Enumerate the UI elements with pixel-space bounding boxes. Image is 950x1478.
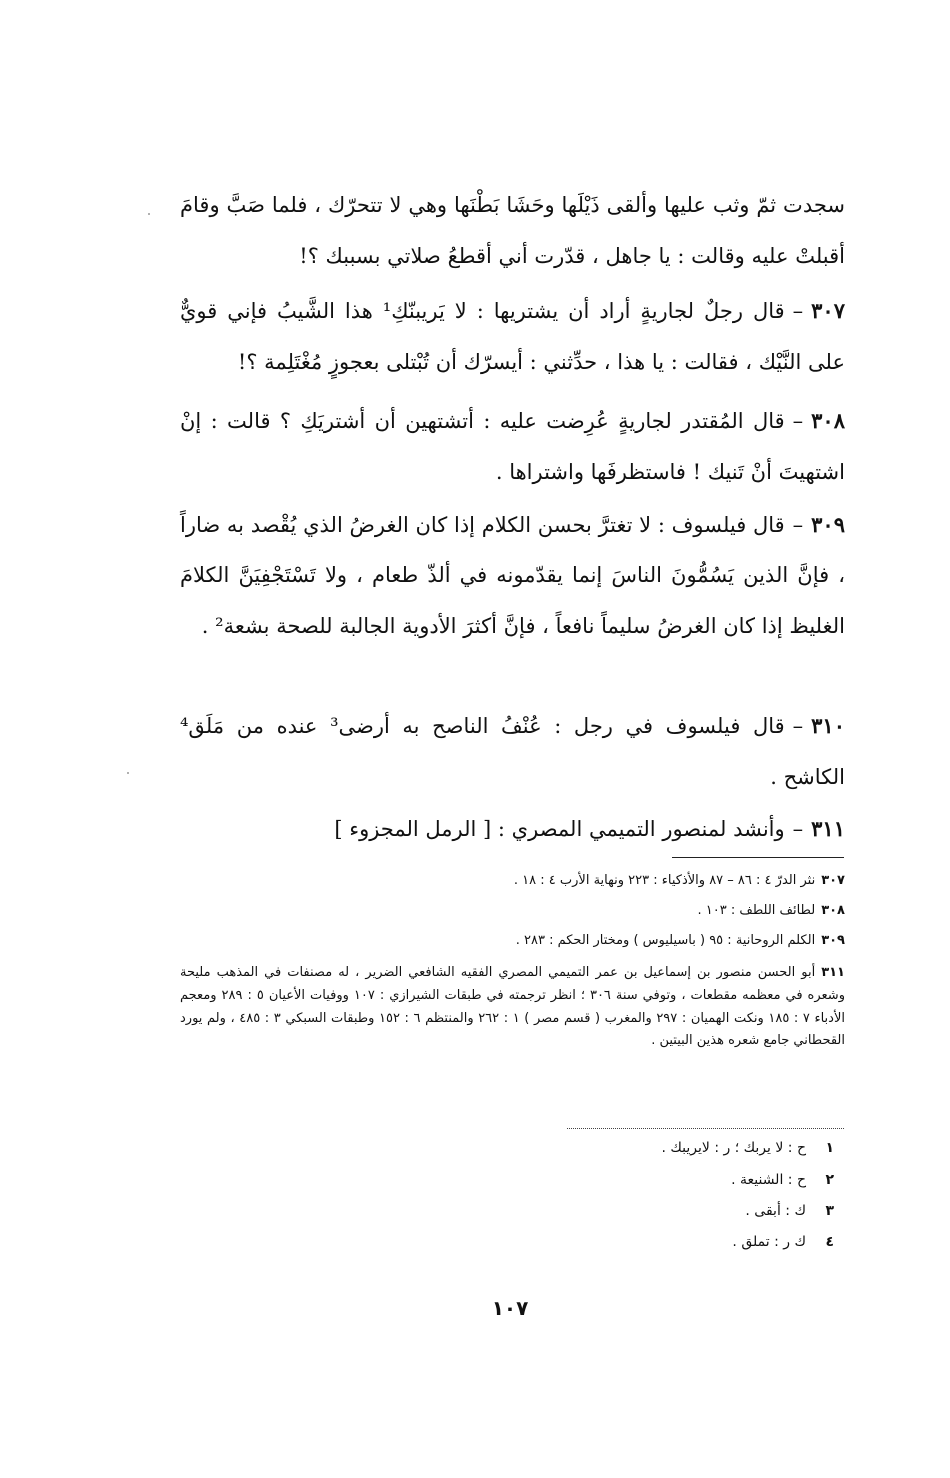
note-number: ٣٠٨: [821, 903, 845, 918]
paragraph-309: [180, 500, 845, 651]
variant-note-3: [745, 1203, 834, 1220]
paragraph-311: [180, 812, 845, 847]
entry-number: ٣١١: [811, 816, 845, 841]
entry-dash: –: [792, 299, 804, 323]
page-number: ١٠٧: [491, 1296, 529, 1320]
entry-dash: –: [792, 513, 804, 537]
note-number: ٣٠٩: [821, 933, 845, 948]
note-text: أبو الحسن منصور بن إسماعيل بن عمر التميمي المصري الفقيه الشافعي الضرير ، له مصنفات في المذهب مليحة وشعره في معظمه مقطعات ، وتوفي سنة ٣٠٦ ؛ انظر ترجمته في طبقات الشيرازي : ١٠٧ ووفيات الأعيان ٥ : ٢٨٩ ومعجم الأدباء ٧ : ١٨٥ ونكت الهميان : ٢٩٧ والمغرب ( قسم مصر ) ١ : ٢٦٢ والمنتظم ٦ : ١٥٢ وطبقات السبكي ٣ : ٤٨٥ ، ولم يورد القحطاني جامع شعره هذين البيتين .: [180, 965, 845, 1049]
paragraph-text: قال المُقتدر لجاريةٍ عُرِضت عليه : أتشتهين أن أشتريَكِ ؟ قالت : إنْ اشتهيتَ أنْ تَنيك ! فاستظرفَها واشتراها .: [180, 409, 845, 485]
variant-number: ٤: [825, 1234, 834, 1250]
variant-text: ح : لا يربك ؛ ر : لايريبك .: [661, 1140, 806, 1156]
footnote-divider: [672, 857, 844, 858]
source-note-307: [300, 872, 845, 890]
paragraph-310: [180, 700, 845, 804]
variants-divider: [567, 1128, 844, 1129]
entry-number: ٣٠٧: [811, 298, 845, 323]
source-note-309: [300, 932, 845, 950]
entry-number: ٣٠٩: [811, 512, 845, 537]
source-note-308: [300, 902, 845, 920]
entry-number: ٣٠٨: [811, 408, 845, 433]
entry-number: ٣١٠: [811, 713, 845, 738]
paragraph-text: سجدت ثمّ وثب عليها وألقى ذَيْلَها وحَشَا بَطْنَها وهي لا تتحرّك ، فلما صَبَّ وقامَ أقبلتْ عليه وقالت : يا جاهل ، قدّرت أني أقطعُ صلاتي بسببك ؟!: [180, 193, 845, 269]
source-note-311: [180, 962, 845, 1053]
entry-dash: –: [792, 817, 804, 841]
scan-speck: [127, 772, 129, 774]
variant-text: ك : أبقى .: [745, 1203, 806, 1219]
note-text: لطائف اللطف : ١٠٣ .: [697, 903, 816, 918]
variant-number: ١: [825, 1140, 834, 1156]
scan-speck: [148, 213, 150, 215]
variant-note-2: [731, 1172, 834, 1189]
variant-number: ٢: [825, 1172, 834, 1188]
variant-text: ح : الشنيعة .: [731, 1172, 806, 1188]
variant-note-4: [732, 1234, 834, 1251]
entry-dash: –: [792, 409, 804, 433]
note-number: ٣١١: [821, 965, 845, 980]
note-text: نثر الدرّ ٤ : ٨٦ – ٨٧ والأذكياء : ٢٢٣ ونهاية الأرب ٤ : ١٨ .: [513, 873, 816, 888]
entry-dash: –: [792, 714, 804, 738]
paragraph-308: [180, 395, 845, 499]
note-number: ٣٠٧: [821, 873, 845, 888]
paragraph-307: [180, 285, 845, 389]
paragraph-text: قال رجلٌ لجاريةٍ أراد أن يشتريها : لا يَريبنّكِ¹ هذا الشَّيبُ فإني قويٌّ على النَّيْك ، فقالت : يا هذا ، حدِّثني : أيسرّك أن تُبْتلى بعجوزٍ مُغْتَلِمة ؟!: [180, 299, 845, 375]
variant-number: ٣: [825, 1203, 834, 1219]
note-text: الكلم الروحانية : ٩٥ ( باسيليوس ) ومختار الحكم : ٢٨٣ .: [515, 933, 816, 948]
paragraph-text: قال فيلسوف في رجل : عُنْفُ الناصح به أرضى³ عنده من مَلَق⁴ الكاشح .: [180, 714, 845, 790]
variant-note-1: [661, 1140, 834, 1157]
variant-text: ك ر : تملق .: [732, 1234, 806, 1250]
paragraph-text: قال فيلسوف : لا تغترَّ بحسن الكلام إذا كان الغرضُ الذي يُقْصد به ضاراً ، فإنَّ الذين يَسُمُّونَ الناسَ إنما يقدّمونه في ألذّ طعام ، ولا تَسْتَجْفِيَنَّ الكلامَ الغليظ إذا كان الغرضُ سليماً نافعاً ، فإنَّ أكثرَ الأدوية الجالبة للصحة بشعة² .: [180, 513, 845, 638]
paragraph-text: وأنشد لمنصور التميمي المصري : [ الرمل المجزوء ]: [334, 817, 785, 841]
paragraph-continuation: [180, 180, 845, 283]
